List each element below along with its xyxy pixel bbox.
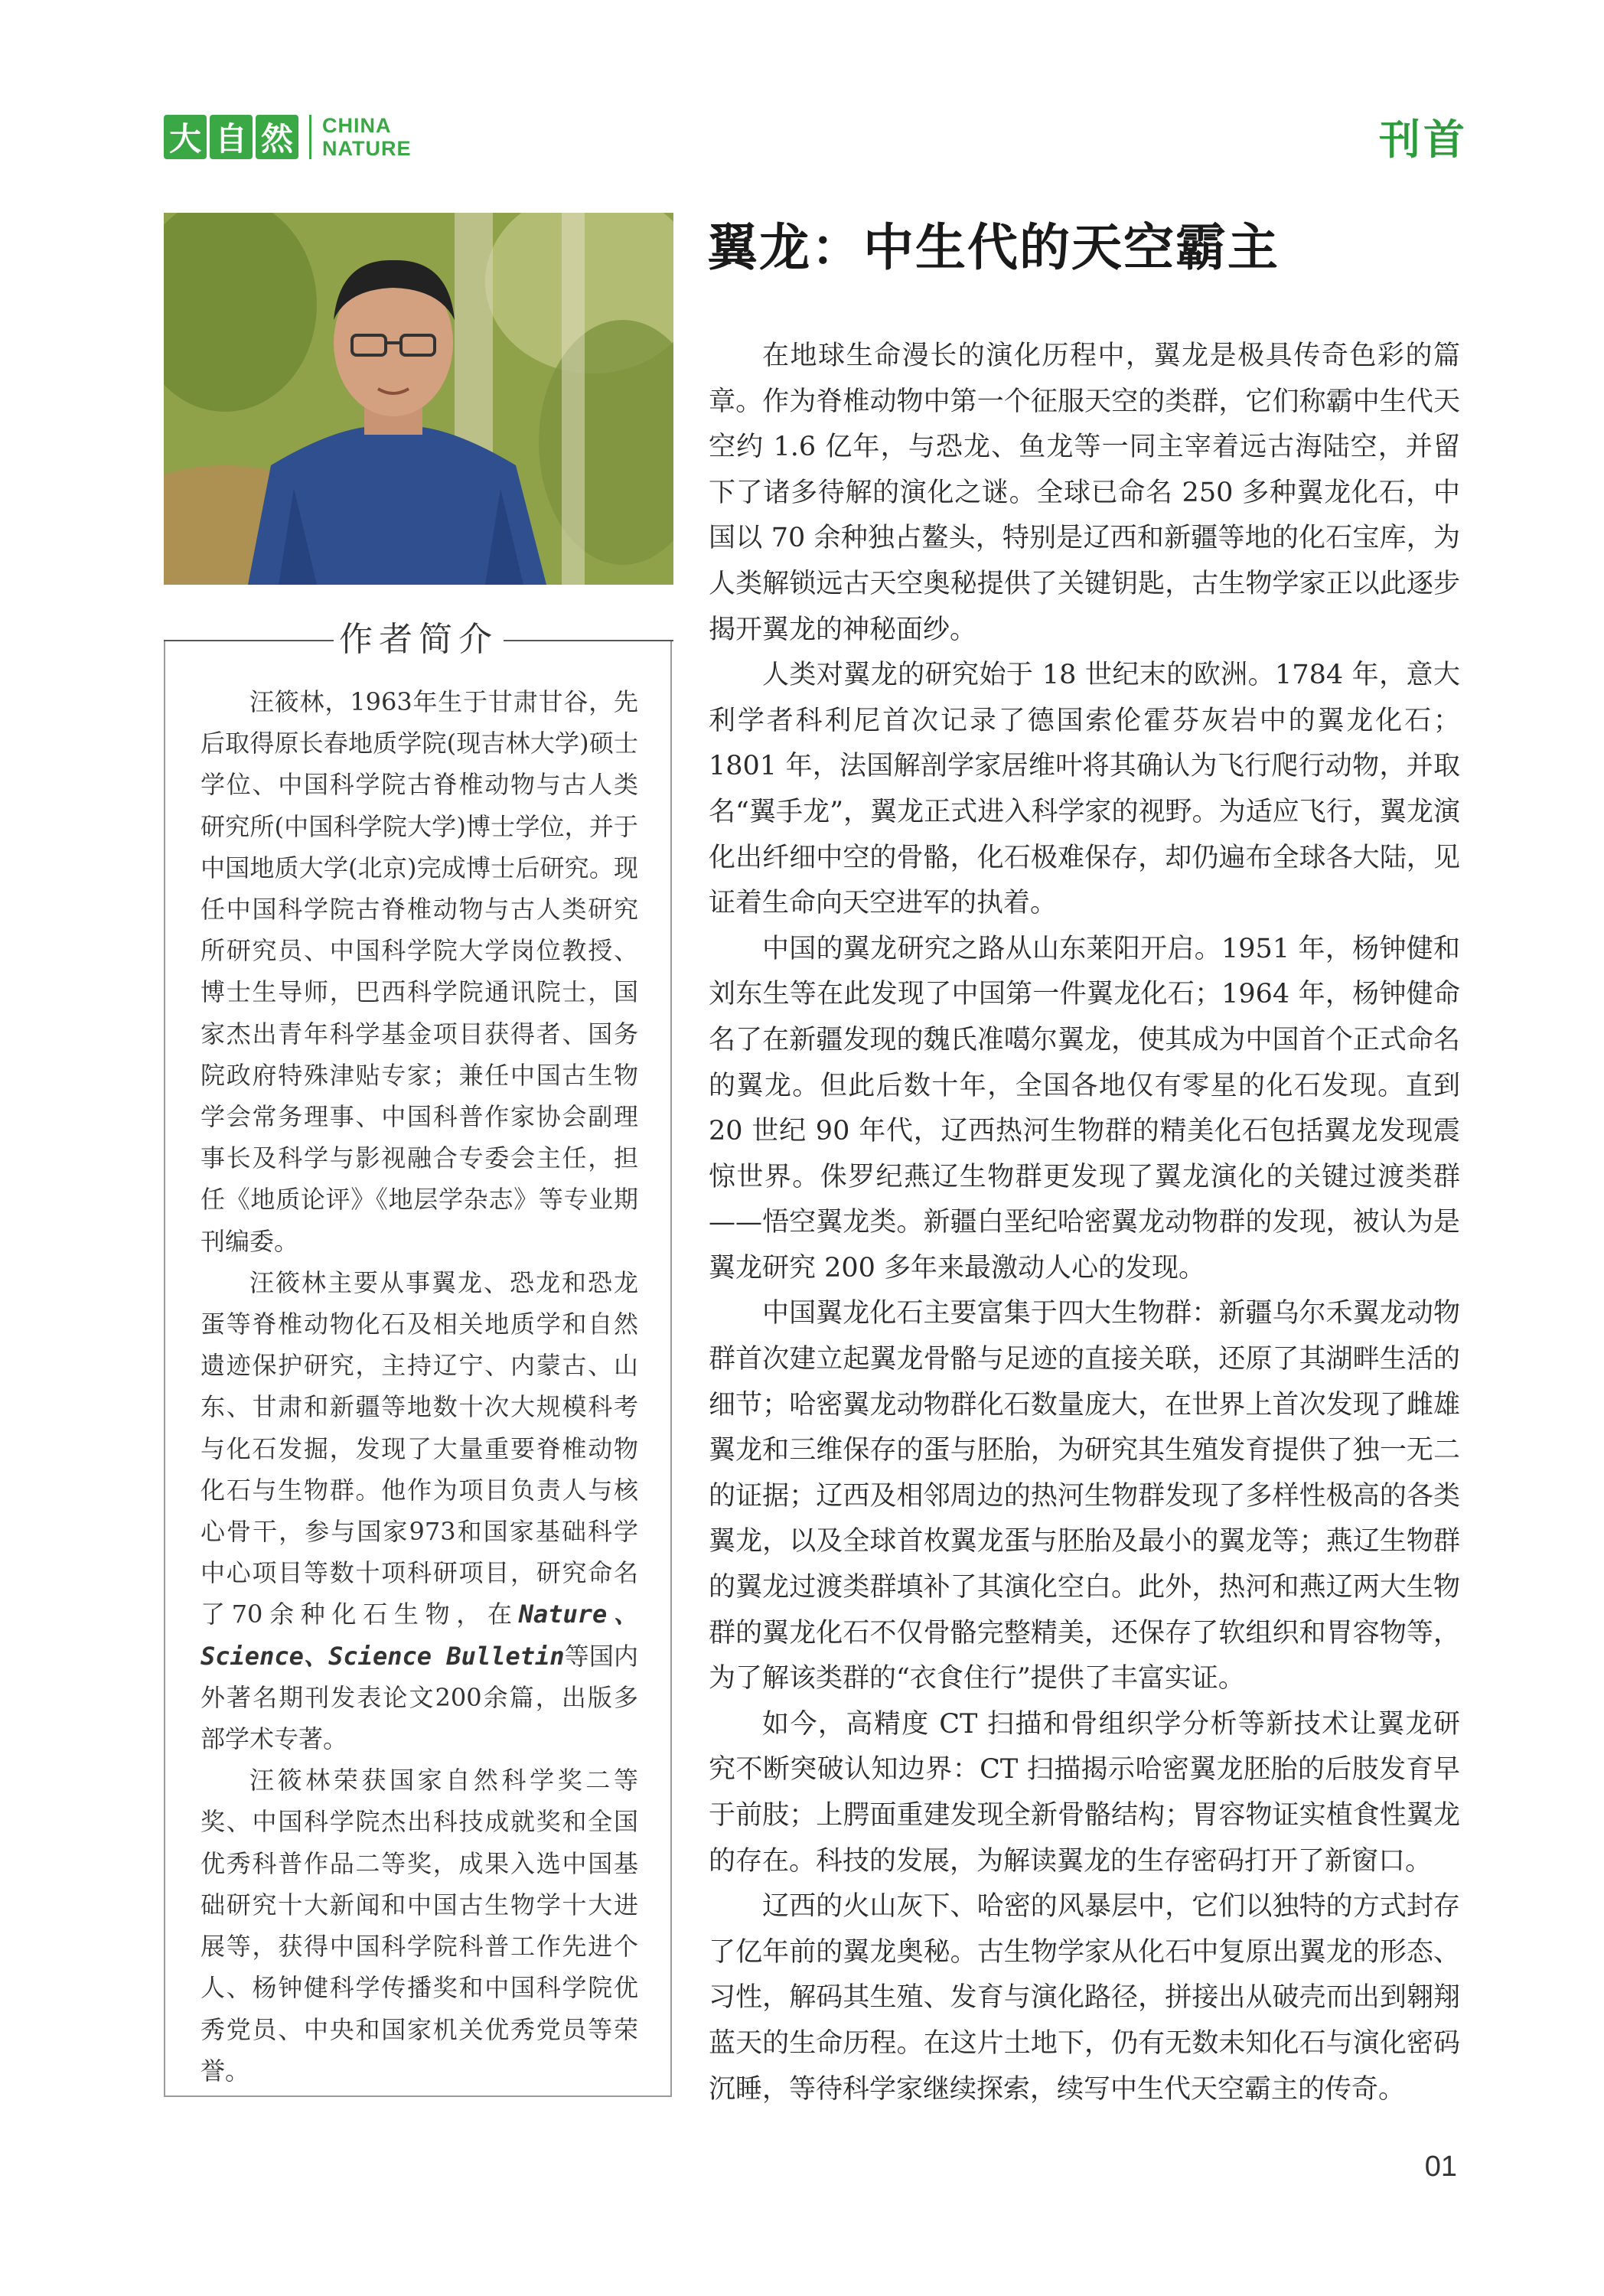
logo-en-line2: NATURE bbox=[322, 137, 412, 160]
article-title: 翼龙：中生代的天空霸主 bbox=[707, 217, 1280, 277]
article-paragraph: 中国的翼龙研究之路从山东莱阳开启。1951 年，杨钟健和刘东生等在此发现了中国第一件翼龙化石；1964 年，杨钟健命名了在新疆发现的魏氏准噶尔翼龙，使其成为中国首个正式命名的翼龙。但此后数十年，全国各地仅有零星的化石发现。直到 20 世纪 90 年代，辽西热河生物群的精美化石包括翼龙发现震惊世界。侏罗纪燕辽生物群更发现了翼龙演化的关键过渡类群——悟空翼龙类。新疆白垩纪哈密翼龙动物群的发现，被认为是翼龙研究 200 多年来最激动人心的发现。 bbox=[709, 933, 1460, 1283]
page-number: 01 bbox=[1424, 2151, 1457, 2183]
bio-paragraph-text: 汪筱林主要从事翼龙、恐龙和恐龙蛋等脊椎动物化石及相关地质学和自然遗迹保护研究，主持辽宁、内蒙古、山东、甘肃和新疆等地数十次大规模科考与化石发掘，发现了大量重要脊椎动物化石与生物群。他作为项目负责人与核心骨干，参与国家973和国家基础科学中心项目等数十项科研项目，研究命名了70余种化石生物，在 bbox=[200, 1267, 638, 1629]
article-body bbox=[709, 334, 1460, 2112]
magazine-logo bbox=[164, 113, 412, 161]
bio-heading-row bbox=[164, 617, 673, 663]
bio-heading: 作者简介 bbox=[339, 620, 498, 659]
logo-char: 大 bbox=[164, 115, 207, 159]
logo-english bbox=[322, 114, 412, 160]
article-paragraph: 人类对翼龙的研究始于 18 世纪末的欧洲。1784 年，意大利学者科利尼首次记录了德国索伦霍芬灰岩中的翼龙化石；1801 年，法国解剖学家居维叶将其确认为飞行爬行动物，并取名“翼手龙”，翼龙正式进入科学家的视野。为适应飞行，翼龙演化出纤细中空的骨骼，化石极难保存，却仍遍布全球各大陆，见证着生命向天空进军的执着。 bbox=[709, 660, 1460, 919]
article-paragraph: 中国翼龙化石主要富集于四大生物群：新疆乌尔禾翼龙动物群首次建立起翼龙骨骼与足迹的直接关联，还原了其湖畔生活的细节；哈密翼龙动物群化石数量庞大，在世界上首次发现了雌雄翼龙和三维保存的蛋与胚胎，为研究其生殖发育提供了独一无二的证据；辽西及相邻周边的热河生物群发现了多样性极高的各类翼龙，以及全球首枚翼龙蛋与胚胎及最小的翼龙等；燕辽生物群的翼龙过渡类群填补了其演化空白。此外，热河和燕辽两大生物群的翼龙化石不仅骨骼完整精美，还保存了软组织和胃容物等，为了解该类群的“衣食住行”提供了丰富实证。 bbox=[709, 1298, 1460, 1694]
logo-char: 然 bbox=[256, 115, 298, 159]
journal-names: Nature、Science、Science Bulletin bbox=[200, 1600, 638, 1671]
author-photo bbox=[164, 213, 673, 585]
bio-paragraph-tail: 等国内外著名期刊发表论文200余篇，出版多部学术专著。 bbox=[200, 1641, 638, 1754]
article-paragraph: 在地球生命漫长的演化历程中，翼龙是极具传奇色彩的篇章。作为脊椎动物中第一个征服天空的类群，它们称霸中生代天空约 1.6 亿年，与恐龙、鱼龙等一同主宰着远古海陆空，并留下了诸多待解的演化之谜。全球已命名 250 多种翼龙化石，中国以 70 余种独占鳌头，特别是辽西和新疆等地的化石宝库，为人类解锁远古天空奥秘提供了关键钥匙，古生物学家正以此逐步揭开翼龙的神秘面纱。 bbox=[709, 341, 1460, 645]
logo-en-line1: CHINA bbox=[322, 114, 392, 137]
article-paragraph: 如今，高精度 CT 扫描和骨组织学分析等新技术让翼龙研究不断突破认知边界：CT 扫描揭示哈密翼龙胚胎的后肢发育早于前肢；上腭面重建发现全新骨骼结构；胃容物证实植食性翼龙的存在。科技的发展，为解读翼龙的生存密码打开了新窗口。 bbox=[709, 1708, 1460, 1877]
heading-rule-right bbox=[504, 640, 673, 641]
logo-divider bbox=[309, 115, 311, 159]
bio-paragraph: 汪筱林，1963年生于甘肃甘谷，先后取得原长春地质学院(现吉林大学)硕士学位、中国科学院古脊椎动物与古人类研究所(中国科学院大学)博士学位，并于中国地质大学(北京)完成博士后研究。现任中国科学院古脊椎动物与古人类研究所研究员、中国科学院大学岗位教授、博士生导师，巴西科学院通讯院士，国家杰出青年科学基金项目获得者、国务院政府特殊津贴专家；兼任中国古生物学会常务理事、中国科普作家协会副理事长及科学与影视融合专委会主任，担任《地质论评》《地层学杂志》等专业期刊编委。 bbox=[200, 687, 638, 1256]
logo-chinese bbox=[164, 115, 298, 159]
logo-char: 自 bbox=[210, 115, 253, 159]
section-label: 刊首 bbox=[1379, 116, 1468, 164]
author-portrait-icon bbox=[164, 213, 673, 585]
bio-paragraph bbox=[200, 1262, 638, 1760]
bio-paragraph: 汪筱林荣获国家自然科学奖二等奖、中国科学院杰出科技成就奖和全国优秀科普作品二等奖，成果入选中国基础研究十大新闻和中国古生物学十大进展等，获得中国科学院科普工作先进个人、杨钟健科学传播奖和中国科学院优秀党员、中央和国家机关优秀党员等荣誉。 bbox=[200, 1766, 638, 2086]
article-paragraph: 辽西的火山灰下、哈密的风暴层中，它们以独特的方式封存了亿年前的翼龙奥秘。古生物学家从化石中复原出翼龙的形态、习性，解码其生殖、发育与演化路径，拼接出从破壳而出到翱翔蓝天的生命历程。在这片土地下，仍有无数未知化石与演化密码沉睡，等待科学家继续探索，续写中生代天空霸主的传奇。 bbox=[709, 1891, 1460, 2105]
bio-text bbox=[200, 681, 638, 2092]
